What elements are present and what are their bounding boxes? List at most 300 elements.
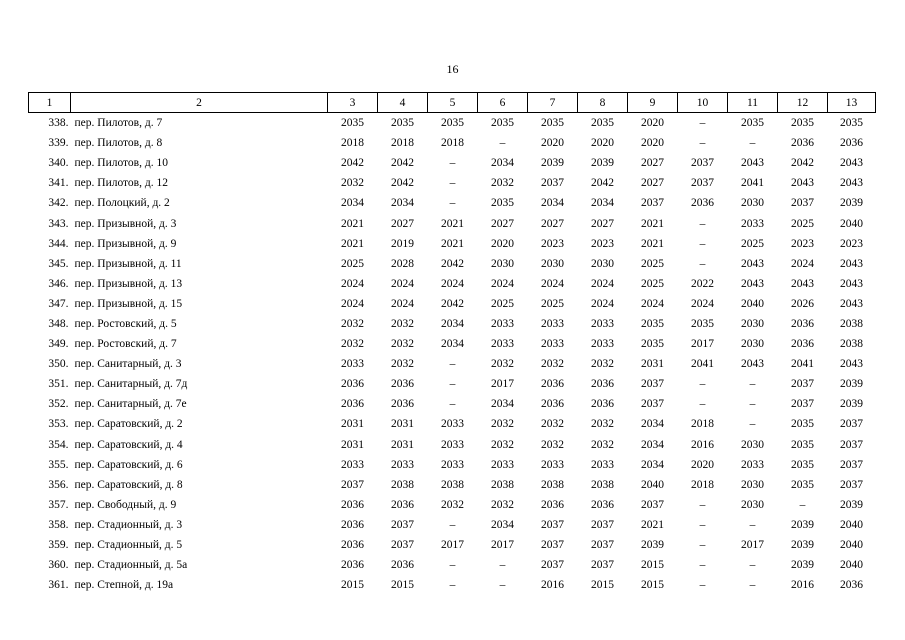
column-header: 9: [628, 93, 678, 113]
address-cell: пер. Полоцкий, д. 2: [74, 197, 170, 210]
year-cell: 2035: [541, 117, 564, 130]
year-cell: –: [499, 137, 506, 150]
year-cell: 2043: [741, 157, 764, 170]
year-cell: 2037: [840, 458, 863, 471]
year-cell: 2034: [641, 418, 664, 431]
year-cell: 2030: [491, 257, 514, 270]
year-cell: 2037: [591, 559, 614, 572]
year-cell: 2025: [791, 217, 814, 230]
year-cell: 2033: [541, 317, 564, 330]
address-cell: пер. Стадионный, д. 3: [74, 518, 183, 531]
year-cell: 2031: [641, 358, 664, 371]
table-row: [29, 374, 876, 394]
year-cell: 2042: [791, 157, 814, 170]
year-cell: 2034: [441, 317, 464, 330]
year-cell: 2042: [591, 177, 614, 190]
year-cell: 2036: [341, 378, 364, 391]
row-number: 340.: [48, 157, 69, 170]
year-cell: 2035: [341, 117, 364, 130]
year-cell: 2032: [341, 317, 364, 330]
year-cell: 2036: [341, 539, 364, 552]
table-row: [29, 294, 876, 314]
year-cell: 2024: [391, 277, 414, 290]
table-row: [29, 435, 876, 455]
year-cell: –: [449, 157, 456, 170]
row-number: 342.: [48, 197, 69, 210]
year-cell: 2034: [491, 398, 514, 411]
year-cell: 2032: [391, 338, 414, 351]
year-cell: 2033: [341, 458, 364, 471]
year-cell: 2025: [641, 257, 664, 270]
row-number: 358.: [48, 518, 69, 531]
year-cell: 2037: [691, 177, 714, 190]
table-row: [29, 334, 876, 354]
year-cell: 2036: [541, 398, 564, 411]
year-cell: –: [699, 498, 706, 511]
year-cell: 2035: [391, 117, 414, 130]
year-cell: 2037: [341, 478, 364, 491]
page-number: 16: [446, 62, 459, 76]
year-cell: –: [449, 559, 456, 572]
year-cell: 2039: [791, 559, 814, 572]
year-cell: 2031: [341, 438, 364, 451]
year-cell: 2039: [541, 157, 564, 170]
row-number: 359.: [48, 539, 69, 552]
year-cell: 2030: [741, 317, 764, 330]
year-cell: 2038: [591, 478, 614, 491]
row-number: 343.: [48, 217, 69, 230]
year-cell: 2040: [641, 478, 664, 491]
year-cell: 2034: [391, 197, 414, 210]
year-cell: –: [749, 518, 756, 531]
year-cell: 2024: [491, 277, 514, 290]
year-cell: 2035: [791, 117, 814, 130]
address-cell: пер. Саратовский, д. 4: [74, 438, 183, 451]
year-cell: 2024: [691, 297, 714, 310]
year-cell: 2025: [341, 257, 364, 270]
year-cell: 2021: [341, 237, 364, 250]
year-cell: –: [699, 137, 706, 150]
table-row: [29, 254, 876, 274]
year-cell: 2033: [741, 217, 764, 230]
column-header: 1: [29, 93, 71, 113]
table-row: [29, 173, 876, 193]
year-cell: 2036: [341, 559, 364, 572]
table-body: [29, 113, 876, 596]
year-cell: 2021: [641, 518, 664, 531]
year-cell: 2035: [840, 117, 863, 130]
year-cell: 2035: [491, 117, 514, 130]
year-cell: 2032: [391, 358, 414, 371]
year-cell: 2042: [391, 177, 414, 190]
year-cell: 2036: [840, 579, 863, 592]
year-cell: 2015: [641, 559, 664, 572]
year-cell: 2043: [840, 277, 863, 290]
year-cell: –: [749, 579, 756, 592]
year-cell: –: [449, 398, 456, 411]
year-cell: 2037: [391, 518, 414, 531]
year-cell: 2038: [391, 478, 414, 491]
table-row: [29, 113, 876, 134]
year-cell: 2018: [691, 478, 714, 491]
year-cell: 2034: [541, 197, 564, 210]
year-cell: 2016: [541, 579, 564, 592]
year-cell: 2032: [341, 177, 364, 190]
year-cell: 2036: [791, 137, 814, 150]
year-cell: 2024: [341, 277, 364, 290]
column-header: 5: [428, 93, 478, 113]
year-cell: 2043: [840, 297, 863, 310]
year-cell: 2037: [391, 539, 414, 552]
address-cell: пер. Призывной, д. 9: [74, 237, 177, 250]
year-cell: 2036: [691, 197, 714, 210]
year-cell: 2025: [741, 237, 764, 250]
year-cell: 2039: [840, 498, 863, 511]
year-cell: 2033: [541, 458, 564, 471]
table-row: [29, 535, 876, 555]
year-cell: 2032: [491, 177, 514, 190]
row-number: 360.: [48, 559, 69, 572]
row-number: 352.: [48, 398, 69, 411]
address-cell: пер. Стадионный, д. 5а: [74, 559, 188, 572]
year-cell: 2036: [791, 338, 814, 351]
address-cell: пер. Саратовский, д. 8: [74, 478, 183, 491]
year-cell: 2040: [840, 559, 863, 572]
year-cell: 2030: [741, 498, 764, 511]
year-cell: 2015: [591, 579, 614, 592]
year-cell: 2033: [491, 458, 514, 471]
row-number: 339.: [48, 137, 69, 150]
year-cell: 2037: [840, 418, 863, 431]
year-cell: 2037: [641, 498, 664, 511]
year-cell: 2018: [691, 418, 714, 431]
year-cell: 2037: [840, 438, 863, 451]
year-cell: 2038: [840, 338, 863, 351]
year-cell: –: [499, 579, 506, 592]
year-cell: 2016: [791, 579, 814, 592]
year-cell: 2033: [441, 418, 464, 431]
year-cell: 2041: [741, 177, 764, 190]
row-number: 341.: [48, 177, 69, 190]
year-cell: 2015: [341, 579, 364, 592]
year-cell: 2037: [541, 559, 564, 572]
year-cell: 2043: [741, 277, 764, 290]
year-cell: –: [499, 559, 506, 572]
year-cell: –: [699, 378, 706, 391]
year-cell: 2033: [441, 458, 464, 471]
year-cell: 2036: [541, 378, 564, 391]
column-header: 10: [678, 93, 728, 113]
year-cell: –: [699, 217, 706, 230]
year-cell: 2043: [840, 257, 863, 270]
table-row: [29, 475, 876, 495]
year-cell: 2035: [791, 458, 814, 471]
column-header: 7: [528, 93, 578, 113]
table-row: [29, 193, 876, 213]
address-cell: пер. Санитарный, д. 3: [74, 358, 182, 371]
year-cell: 2024: [341, 297, 364, 310]
table-row: [29, 394, 876, 414]
year-cell: 2033: [341, 358, 364, 371]
address-cell: пер. Саратовский, д. 6: [74, 458, 183, 471]
row-number: 357.: [48, 498, 69, 511]
year-cell: 2043: [741, 257, 764, 270]
year-cell: 2043: [791, 177, 814, 190]
year-cell: 2032: [541, 438, 564, 451]
year-cell: –: [699, 539, 706, 552]
year-cell: 2036: [591, 378, 614, 391]
year-cell: 2032: [591, 438, 614, 451]
year-cell: –: [749, 378, 756, 391]
table-row: [29, 455, 876, 475]
year-cell: –: [699, 559, 706, 572]
year-cell: 2037: [691, 157, 714, 170]
year-cell: 2035: [791, 418, 814, 431]
year-cell: 2030: [591, 257, 614, 270]
year-cell: 2039: [840, 197, 863, 210]
year-cell: –: [749, 559, 756, 572]
address-cell: пер. Призывной, д. 11: [74, 257, 182, 270]
table-row: [29, 354, 876, 374]
year-cell: 2036: [591, 498, 614, 511]
year-cell: 2043: [840, 157, 863, 170]
year-cell: 2017: [691, 338, 714, 351]
address-cell: пер. Свободный, д. 9: [74, 498, 177, 511]
year-cell: 2020: [691, 458, 714, 471]
year-cell: 2039: [791, 518, 814, 531]
year-cell: 2015: [641, 579, 664, 592]
year-cell: 2039: [791, 539, 814, 552]
row-number: 356.: [48, 478, 69, 491]
year-cell: 2036: [341, 518, 364, 531]
row-number: 350.: [48, 358, 69, 371]
year-cell: 2036: [391, 498, 414, 511]
year-cell: 2018: [341, 137, 364, 150]
year-cell: 2023: [591, 237, 614, 250]
year-cell: 2043: [741, 358, 764, 371]
year-cell: 2025: [491, 297, 514, 310]
column-header: 12: [778, 93, 828, 113]
year-cell: 2032: [441, 498, 464, 511]
year-cell: 2016: [691, 438, 714, 451]
row-number: 345.: [48, 257, 69, 270]
address-cell: пер. Пилотов, д. 7: [74, 117, 163, 130]
year-cell: 2039: [840, 398, 863, 411]
year-cell: 2034: [491, 518, 514, 531]
row-number: 353.: [48, 418, 69, 431]
year-cell: 2035: [491, 197, 514, 210]
year-cell: 2034: [491, 157, 514, 170]
year-cell: 2023: [840, 237, 863, 250]
address-cell: пер. Ростовский, д. 5: [74, 317, 177, 330]
year-cell: 2037: [791, 197, 814, 210]
year-cell: –: [449, 177, 456, 190]
row-number: 351.: [48, 378, 69, 391]
year-cell: 2040: [840, 539, 863, 552]
year-cell: 2024: [641, 297, 664, 310]
year-cell: 2032: [491, 438, 514, 451]
year-cell: 2038: [441, 478, 464, 491]
year-cell: 2041: [691, 358, 714, 371]
year-cell: 2026: [791, 297, 814, 310]
year-cell: –: [749, 418, 756, 431]
year-cell: 2043: [791, 277, 814, 290]
year-cell: –: [699, 237, 706, 250]
table-row: [29, 575, 876, 595]
year-cell: 2038: [491, 478, 514, 491]
year-cell: 2037: [840, 478, 863, 491]
year-cell: 2020: [641, 137, 664, 150]
year-cell: 2027: [641, 177, 664, 190]
table-row: [29, 234, 876, 254]
table-row: [29, 133, 876, 153]
year-cell: –: [699, 117, 706, 130]
year-cell: 2037: [791, 398, 814, 411]
year-cell: 2017: [491, 539, 514, 552]
year-cell: 2017: [441, 539, 464, 552]
year-cell: 2021: [641, 237, 664, 250]
year-cell: 2035: [691, 317, 714, 330]
year-cell: 2032: [541, 418, 564, 431]
year-cell: 2033: [441, 438, 464, 451]
year-cell: 2025: [541, 297, 564, 310]
year-cell: 2032: [591, 418, 614, 431]
address-cell: пер. Стадионный, д. 5: [74, 539, 183, 552]
year-cell: 2024: [591, 297, 614, 310]
row-number: 348.: [48, 317, 69, 330]
year-cell: 2036: [391, 398, 414, 411]
address-cell: пер. Санитарный, д. 7е: [74, 398, 187, 411]
column-header: 3: [328, 93, 378, 113]
year-cell: 2035: [791, 478, 814, 491]
table-row: [29, 153, 876, 173]
year-cell: 2024: [591, 277, 614, 290]
year-cell: 2039: [591, 157, 614, 170]
year-cell: –: [449, 197, 456, 210]
year-cell: 2036: [391, 559, 414, 572]
year-cell: 2030: [741, 478, 764, 491]
year-cell: 2038: [541, 478, 564, 491]
year-cell: 2033: [391, 458, 414, 471]
year-cell: 2022: [691, 277, 714, 290]
row-number: 347.: [48, 297, 69, 310]
year-cell: 2042: [441, 297, 464, 310]
year-cell: –: [699, 518, 706, 531]
year-cell: 2030: [741, 438, 764, 451]
year-cell: 2020: [541, 137, 564, 150]
address-cell: пер. Призывной, д. 13: [74, 277, 183, 290]
year-cell: 2037: [541, 539, 564, 552]
year-cell: 2027: [491, 217, 514, 230]
year-cell: –: [799, 498, 806, 511]
year-cell: 2035: [791, 438, 814, 451]
year-cell: 2037: [641, 197, 664, 210]
address-cell: пер. Пилотов, д. 8: [74, 137, 163, 150]
row-number: 338.: [48, 117, 69, 130]
year-cell: 2036: [591, 398, 614, 411]
year-cell: 2019: [391, 237, 414, 250]
year-cell: 2033: [591, 458, 614, 471]
year-cell: 2042: [341, 157, 364, 170]
year-cell: 2024: [791, 257, 814, 270]
table-row: [29, 274, 876, 294]
year-cell: –: [749, 137, 756, 150]
year-cell: 2033: [541, 338, 564, 351]
data-table: [28, 92, 876, 595]
year-cell: 2021: [441, 237, 464, 250]
year-cell: 2035: [741, 117, 764, 130]
year-cell: –: [449, 579, 456, 592]
year-cell: 2037: [541, 177, 564, 190]
year-cell: 2040: [741, 297, 764, 310]
row-number: 354.: [48, 438, 69, 451]
year-cell: 2032: [591, 358, 614, 371]
row-number: 344.: [48, 237, 69, 250]
year-cell: 2037: [641, 398, 664, 411]
year-cell: –: [449, 378, 456, 391]
year-cell: 2035: [441, 117, 464, 130]
table-row: [29, 555, 876, 575]
year-cell: 2034: [341, 197, 364, 210]
year-cell: 2032: [491, 418, 514, 431]
year-cell: 2037: [791, 378, 814, 391]
year-cell: 2023: [791, 237, 814, 250]
year-cell: 2036: [791, 317, 814, 330]
year-cell: 2041: [791, 358, 814, 371]
address-cell: пер. Призывной, д. 3: [74, 217, 177, 230]
year-cell: 2027: [591, 217, 614, 230]
year-cell: 2031: [391, 438, 414, 451]
row-number: 355.: [48, 458, 69, 471]
year-cell: 2035: [641, 317, 664, 330]
year-cell: 2024: [391, 297, 414, 310]
year-cell: 2020: [641, 117, 664, 130]
year-cell: 2040: [840, 518, 863, 531]
year-cell: 2036: [341, 398, 364, 411]
year-cell: 2033: [491, 317, 514, 330]
year-cell: 2023: [541, 237, 564, 250]
year-cell: 2033: [591, 317, 614, 330]
year-cell: 2034: [641, 458, 664, 471]
year-cell: 2037: [641, 378, 664, 391]
table-row: [29, 414, 876, 434]
year-cell: 2030: [541, 257, 564, 270]
year-cell: 2043: [840, 177, 863, 190]
address-cell: пер. Призывной, д. 15: [74, 297, 183, 310]
year-cell: 2036: [391, 378, 414, 391]
year-cell: 2031: [391, 418, 414, 431]
year-cell: 2027: [641, 157, 664, 170]
year-cell: 2015: [391, 579, 414, 592]
year-cell: 2032: [541, 358, 564, 371]
year-cell: 2030: [741, 338, 764, 351]
column-header: 4: [378, 93, 428, 113]
year-cell: 2042: [441, 257, 464, 270]
row-number: 346.: [48, 277, 69, 290]
year-cell: 2020: [491, 237, 514, 250]
year-cell: 2037: [591, 518, 614, 531]
year-cell: 2021: [441, 217, 464, 230]
year-cell: 2027: [391, 217, 414, 230]
year-cell: 2027: [541, 217, 564, 230]
year-cell: 2021: [641, 217, 664, 230]
address-cell: пер. Пилотов, д. 12: [74, 177, 168, 190]
row-number: 349.: [48, 338, 69, 351]
year-cell: 2038: [840, 317, 863, 330]
table-row: [29, 495, 876, 515]
address-cell: пер. Санитарный, д. 7д: [74, 378, 188, 391]
table-row: [29, 314, 876, 334]
